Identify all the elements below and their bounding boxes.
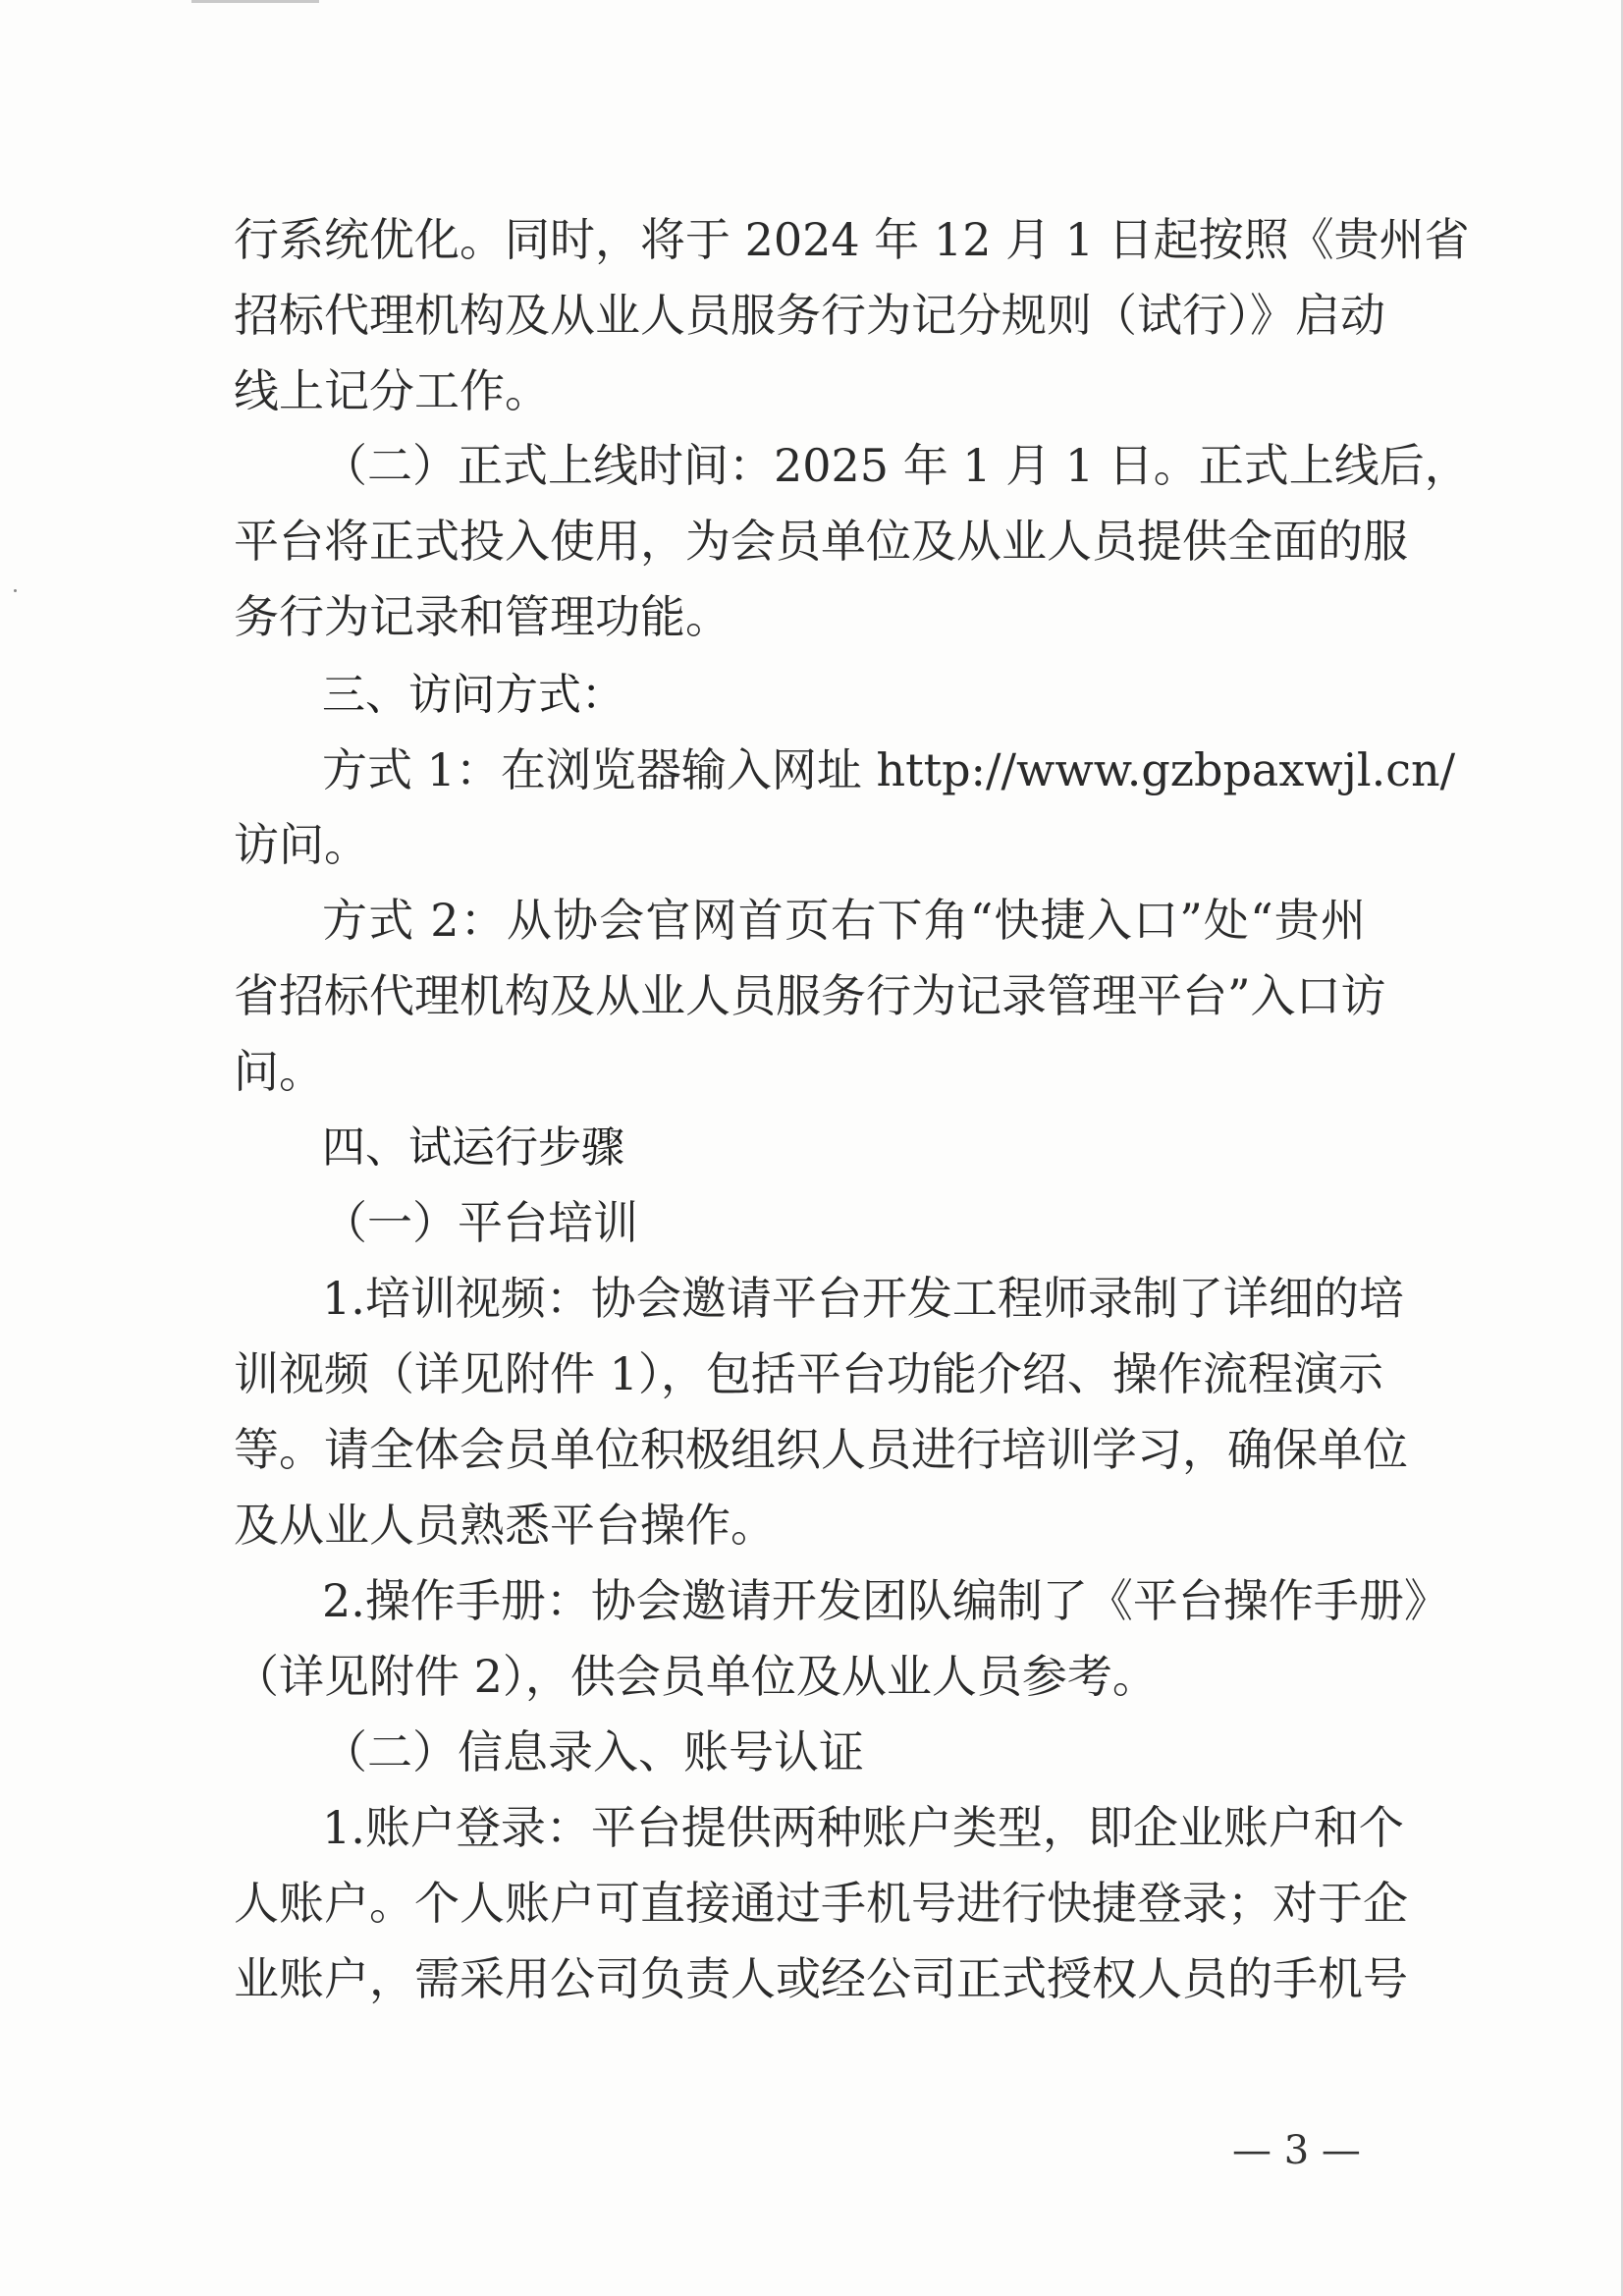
page-number: — 3 — — [1232, 2128, 1361, 2173]
body-line: 招标代理机构及从业人员服务行为记分规则（试行）》启动 — [234, 289, 1385, 342]
body-line: 平台将正式投入使用，为会员单位及从业人员提供全面的服 — [234, 515, 1408, 568]
body-line: 省招标代理机构及从业人员服务行为记录管理平台”入口访 — [234, 969, 1386, 1022]
body-line: 及从业人员熟悉平台操作。 — [234, 1499, 776, 1552]
body-line: 1.培训视频：协会邀请平台开发工程师录制了详细的培 — [322, 1272, 1404, 1325]
body-line: 业账户，需采用公司负责人或经公司正式授权人员的手机号 — [234, 1952, 1408, 2005]
top-edge-rule — [191, 0, 319, 3]
body-line: 2.操作手册：协会邀请开发团队编制了《平台操作手册》 — [322, 1574, 1449, 1627]
section-heading-access: 三、访问方式： — [322, 670, 624, 720]
body-line: 人账户。个人账户可直接通过手机号进行快捷登录；对于企 — [234, 1877, 1408, 1930]
body-line: （二）正式上线时间：2025 年 1 月 1 日。正式上线后， — [322, 439, 1470, 492]
body-line: 方式 1：在浏览器输入网址 http://www.gzbpaxwjl.cn/ — [322, 743, 1456, 796]
body-line: 问。 — [234, 1045, 324, 1098]
body-line: 线上记分工作。 — [234, 364, 550, 417]
body-line: 行系统优化。同时，将于 2024 年 12 月 1 日起按照《贵州省 — [234, 213, 1470, 266]
body-line: 训视频（详见附件 1），包括平台功能介绍、操作流程演示 — [234, 1347, 1383, 1400]
body-line: （详见附件 2），供会员单位及从业人员参考。 — [234, 1650, 1158, 1703]
section-heading-steps: 四、试运行步骤 — [322, 1122, 624, 1173]
body-line: 方式 2：从协会官网首页右下角“快捷入口”处“贵州 — [322, 894, 1366, 947]
subsection-heading: （二）信息录入、账号认证 — [322, 1725, 864, 1778]
subsection-heading: （一）平台培训 — [322, 1196, 638, 1249]
body-line: 务行为记录和管理功能。 — [234, 590, 730, 643]
body-line: 访问。 — [234, 818, 369, 871]
body-line: 1.账户登录：平台提供两种账户类型，即企业账户和个 — [322, 1801, 1404, 1854]
body-line: 等。请全体会员单位积极组织人员进行培训学习，确保单位 — [234, 1423, 1408, 1476]
scan-speck — [14, 589, 17, 592]
